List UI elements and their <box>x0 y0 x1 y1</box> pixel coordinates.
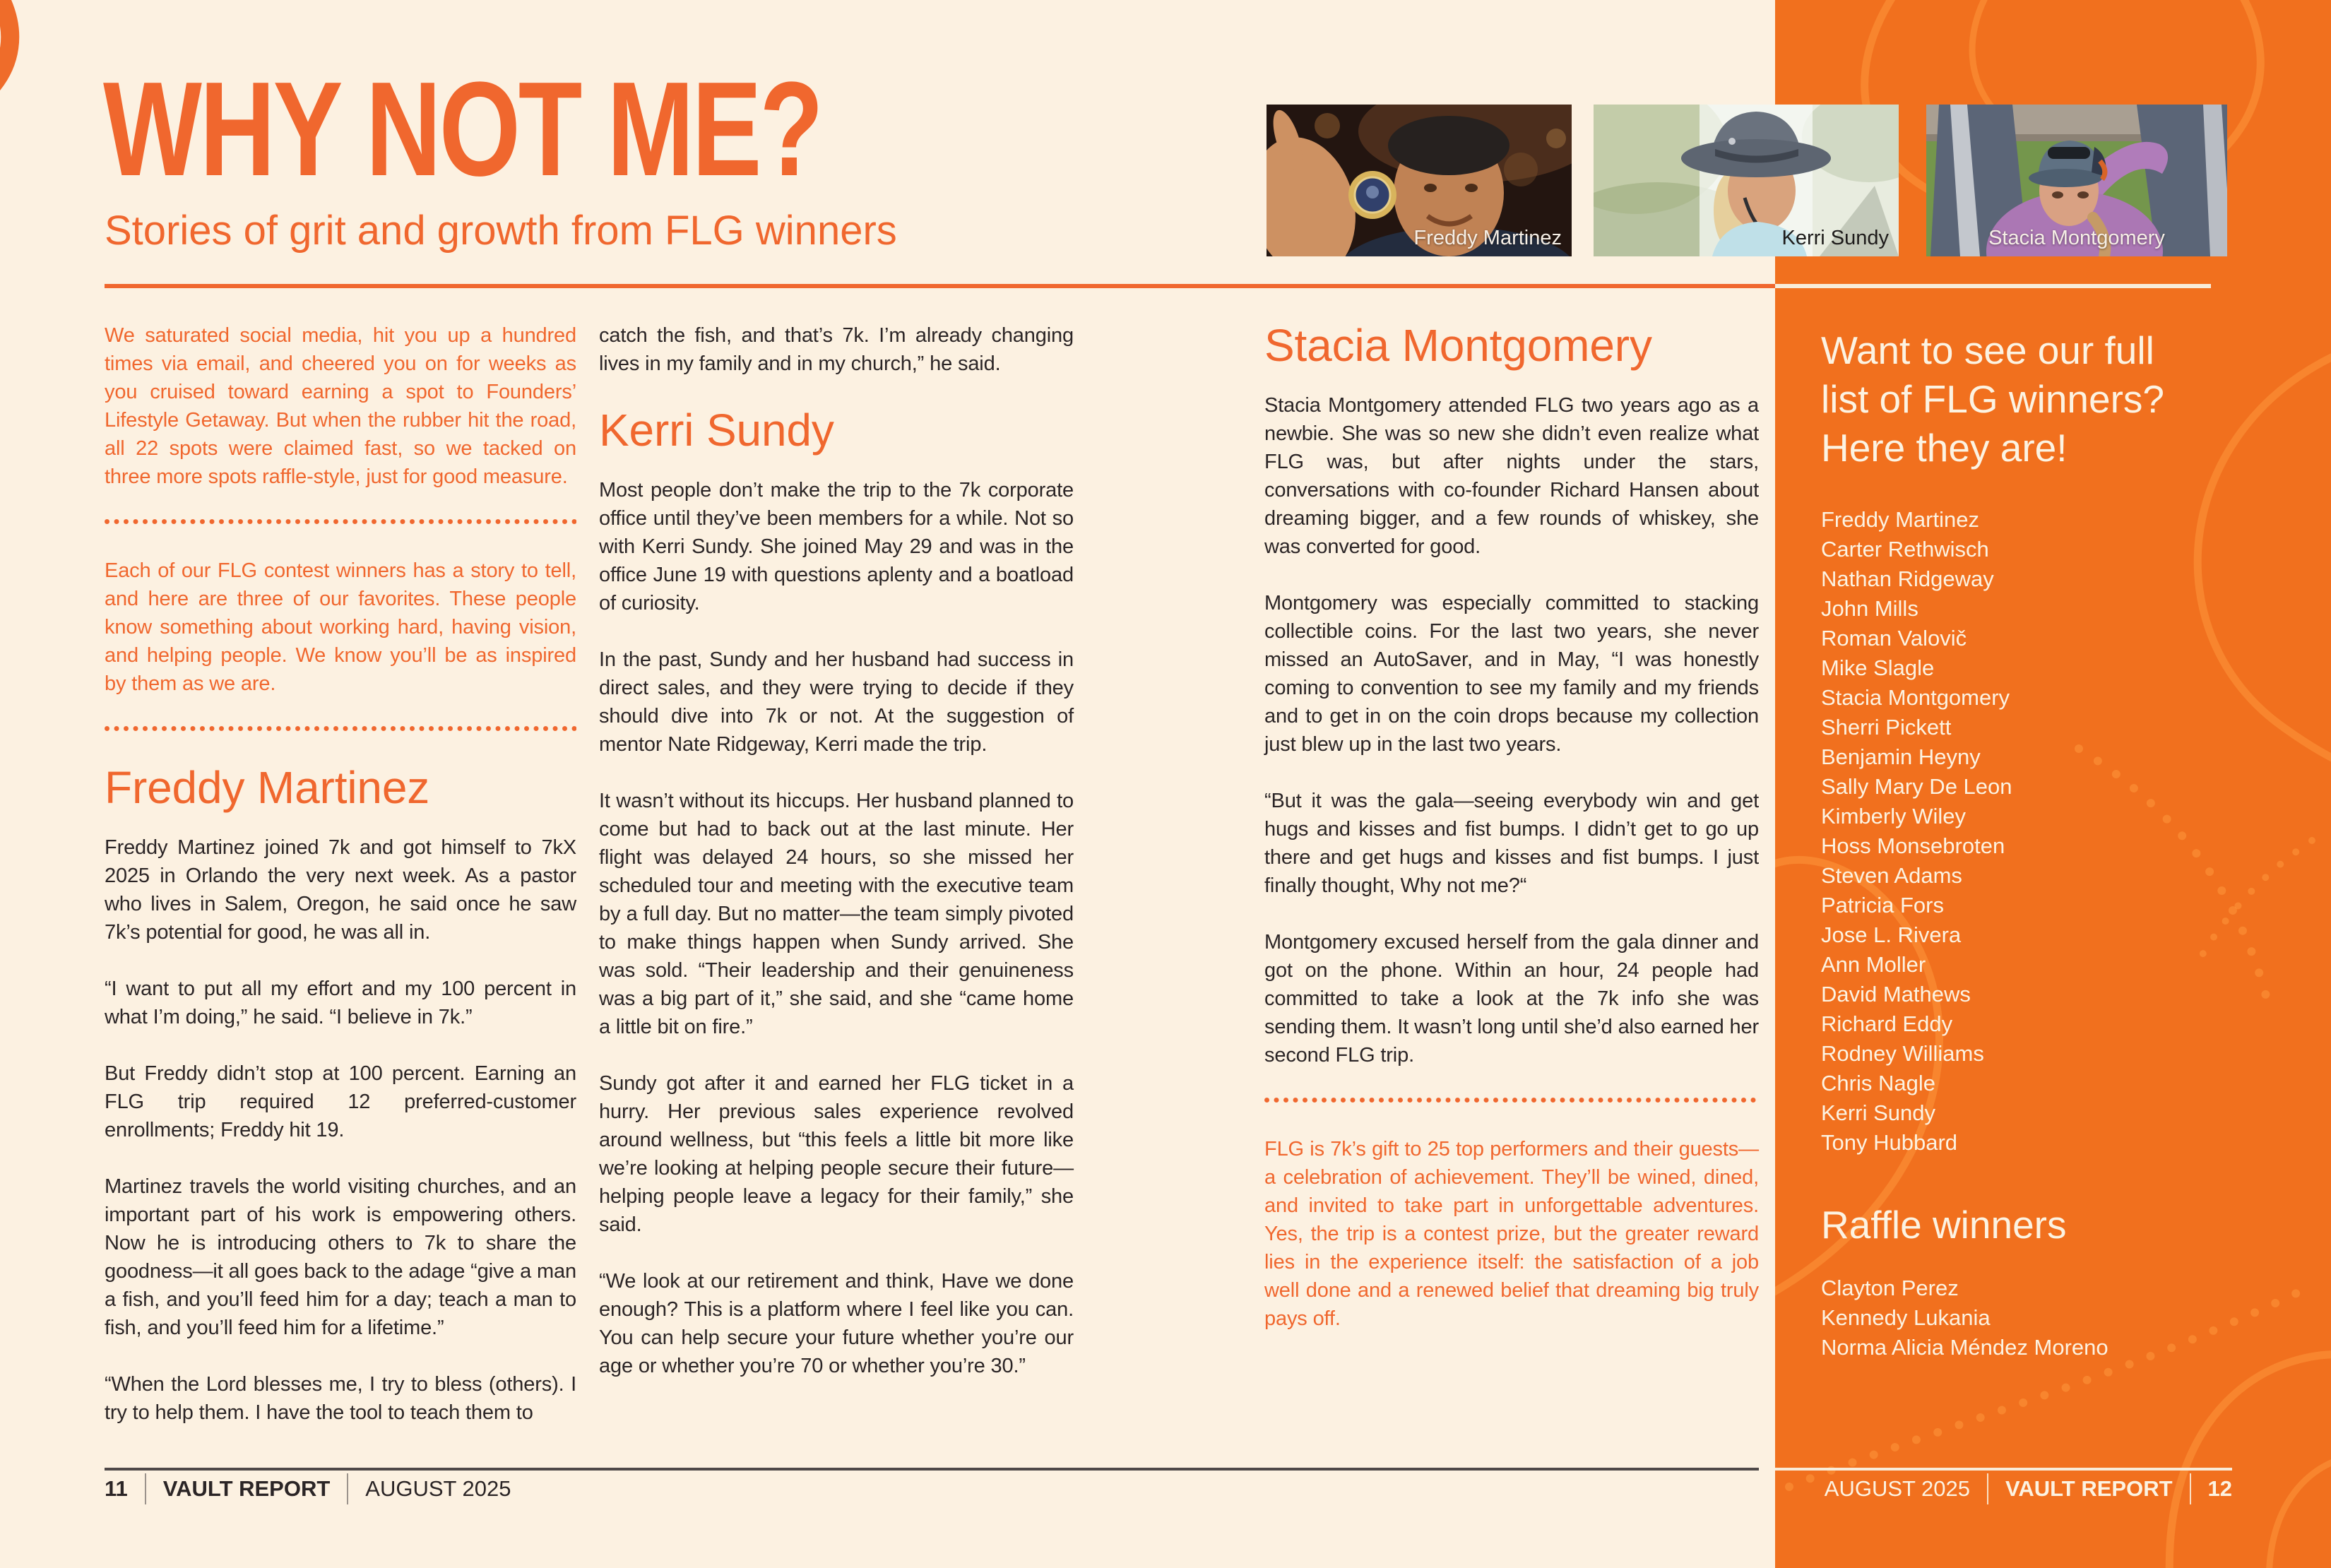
raffle-winners-list <box>1821 1273 2245 1362</box>
page-number-left: 11 <box>105 1476 128 1501</box>
winner-name: Steven Adams <box>1821 863 1962 888</box>
body-paragraph: Most people don’t make the trip to the 7k corporate office until they’ve been members for a while. Not so with Kerri Sundy. She joined May 29 and was in the office June 19 with questions aplenty and a boatload of curiosity. <box>599 479 1074 615</box>
body-paragraph: “I want to put all my effort and my 100 percent in what I’m doing,” he said. “I believe in 7k.” <box>105 978 576 1029</box>
winner-name: Sherri Pickett <box>1821 715 1952 740</box>
winner-name: Jose L. Rivera <box>1821 922 1962 947</box>
header-rule-sidebar <box>1775 284 2211 288</box>
winner-name: John Mills <box>1821 596 1918 621</box>
winner-name: Hoss Monsebroten <box>1821 833 2005 858</box>
body-paragraph: “When the Lord blesses me, I try to bless (others). I try to help them. I have the tool to teach them to <box>105 1373 576 1425</box>
dotted-divider <box>105 726 576 731</box>
body-paragraph: In the past, Sundy and her husband had success in direct sales, and they were trying to decide if they should dive into 7k or not. At the suggestion of mentor Nate Ridgeway, Kerri made the trip. <box>599 648 1074 756</box>
flg-winners-list <box>1821 505 2245 1158</box>
header-rule <box>105 284 1775 288</box>
footer-divider <box>145 1473 146 1504</box>
body-paragraph-continued: catch the fish, and that’s 7k. I’m already changing lives in my family and in my church,” he said. <box>599 324 1074 375</box>
body-paragraph: Freddy Martinez joined 7k and got himself to 7kX 2025 in Orlando the very next week. As a pastor who lives in Salem, Oregon, he said once he saw 7k’s potential for good, he was all in. <box>105 836 576 944</box>
page-number-right: 12 <box>2207 1476 2232 1501</box>
photo-caption: Stacia Montgomery <box>1988 227 2165 249</box>
issue-date: AUGUST 2025 <box>365 1476 511 1501</box>
section-heading-freddy: Freddy Martinez <box>105 762 430 813</box>
sidebar-content <box>1821 326 2245 1362</box>
winner-name: Roman Valovič <box>1821 626 1967 651</box>
winner-name: Kerri Sundy <box>1821 1100 1935 1125</box>
body-paragraph: “But it was the gala—seeing everybody win and get hugs and kisses and fist bumps. I didn’t get to go up there and get hugs and kisses and fist bumps. I just finally thought, Why not me?“ <box>1264 790 1759 898</box>
footer-divider <box>1987 1473 1988 1504</box>
footer-right <box>1825 1473 2232 1504</box>
body-paragraph: Martinez travels the world visiting churches, and an important part of his work is empowering others. Now he is introducing others to 7k to share the goodness—it all goes back to the adage “give a man a fish, and you’ll feed him for a day; teach a man to fish, and you’ll feed him for a lifetime.” <box>105 1175 576 1340</box>
winners-heading-line: Want to see our full <box>1821 328 2154 372</box>
body-paragraph: Montgomery excused herself from the gala dinner and got on the phone. Within an hour, 24 people had committed to take a look at the 7k info she was sending them. It wasn’t long until she’d also earned her second FLG trip. <box>1264 931 1759 1067</box>
column-intro-and-freddy <box>105 321 576 1455</box>
section-heading-stacia: Stacia Montgomery <box>1264 320 1652 371</box>
winner-name: Kimberly Wiley <box>1821 804 1966 828</box>
page-subtitle: Stories of grit and growth from FLG winners <box>105 208 897 254</box>
footer-left <box>105 1473 511 1504</box>
photo-caption: Kerri Sundy <box>1781 227 1889 249</box>
winners-list-heading <box>1821 326 2245 473</box>
publication-name: VAULT REPORT <box>2005 1476 2173 1501</box>
winner-name: Stacia Montgomery <box>1821 685 2010 710</box>
flg-callout-paragraph: FLG is 7k’s gift to 25 top performers and their guests—a celebration of achievement. They’ll be wined, dined, and invited to take part in unforgettable adventures. Yes, the trip is a contest prize, but the greater reward lies in the experience itself: the satisfaction of a job well done and a renewed belief that dreaming big truly pays off. <box>1264 1138 1759 1331</box>
footer-divider <box>347 1473 348 1504</box>
page-title: WHY NOT ME? <box>103 54 822 204</box>
winner-name: Richard Eddy <box>1821 1011 1953 1036</box>
winner-name: Rodney Williams <box>1821 1041 1984 1066</box>
photo-kerri-sundy <box>1594 105 1899 256</box>
raffle-winner-name: Norma Alicia Méndez Moreno <box>1821 1335 2108 1360</box>
footer-divider <box>2190 1473 2191 1504</box>
column-stacia <box>1264 321 1759 1361</box>
winner-name: David Mathews <box>1821 982 1971 1006</box>
photo-caption: Freddy Martinez <box>1413 227 1562 249</box>
intro-paragraph-1: We saturated social media, hit you up a hundred times via email, and cheered you on for weeks as you cruised toward earning a spot to Founders’ Lifestyle Getaway. But when the rubber hit the road, all 22 spots were claimed fast, so we tacked on three more spots raffle-style, just for good measure. <box>105 324 576 488</box>
body-paragraph: Stacia Montgomery attended FLG two years ago as a newbie. She was so new she didn’t even realize what FLG was, but after nights under the stars, conversations with co-founder Richard Hansen about dreaming bigger, and a few rounds of whiskey, she was converted for good. <box>1264 394 1759 559</box>
corner-flourish <box>0 0 64 113</box>
winner-name: Carter Rethwisch <box>1821 537 1989 562</box>
winner-name: Tony Hubbard <box>1821 1130 1958 1155</box>
winner-name: Freddy Martinez <box>1821 507 1979 532</box>
publication-name: VAULT REPORT <box>162 1476 331 1501</box>
body-paragraph: It wasn’t without its hiccups. Her husband planned to come but had to back out at the last minute. Her flight was delayed 24 hours, so she missed her scheduled tour and meeting with the executive team by a full day. But no matter—the team simply pivoted to make things happen when Sundy arrived. She was sold. “Their leadership and their genuineness was a big part of it,” she said, and she “came home a little bit on fire.” <box>599 790 1074 1039</box>
dotted-divider <box>105 519 576 524</box>
winner-name: Patricia Fors <box>1821 893 1944 917</box>
footer-rule-left <box>105 1468 1759 1471</box>
photo-stacia-montgomery <box>1926 105 2227 256</box>
winners-heading-line: list of FLG winners? <box>1821 377 2165 421</box>
winner-name: Chris Nagle <box>1821 1071 1935 1095</box>
section-heading-kerri: Kerri Sundy <box>599 405 834 456</box>
winners-heading-line: Here they are! <box>1821 426 2068 470</box>
footer-rule-right <box>1775 1468 2232 1471</box>
body-paragraph: But Freddy didn’t stop at 100 percent. Earning an FLG trip required 12 preferred-customer enrollments; Freddy hit 19. <box>105 1062 576 1142</box>
winner-name: Benjamin Heyny <box>1821 744 1981 769</box>
dotted-divider <box>1264 1098 1759 1103</box>
issue-date: AUGUST 2025 <box>1824 1476 1970 1501</box>
winner-name: Ann Moller <box>1821 952 1926 977</box>
body-paragraph: “We look at our retirement and think, Have we done enough? This is a platform where I feel like you can. You can help secure your future whether you’re our age or whether you’re 70 or whether you’re 30.” <box>599 1270 1074 1378</box>
winner-name: Mike Slagle <box>1821 655 1935 680</box>
body-paragraph: Sundy got after it and earned her FLG ticket in a hurry. Her previous sales experience revolved around wellness, but “this feels a little bit more like we’re looking at helping people secure their future—helping people leave a legacy for their family,” she said. <box>599 1072 1074 1237</box>
winner-name: Sally Mary De Leon <box>1821 774 2012 799</box>
winner-name: Nathan Ridgeway <box>1821 566 1994 591</box>
raffle-winner-name: Clayton Perez <box>1821 1276 1959 1300</box>
raffle-winners-heading: Raffle winners <box>1821 1203 2067 1247</box>
intro-paragraph-2: Each of our FLG contest winners has a story to tell, and here are three of our favorites. These people know something about working hard, having vision, and helping people. We know you’ll be as inspired by them as we are. <box>105 559 576 695</box>
photo-freddy-martinez <box>1267 105 1572 256</box>
body-paragraph: Montgomery was especially committed to stacking collectible coins. For the last two years, she never missed an AutoSaver, and in May, “I was honestly coming to convention to see my family and my friends and to get in on the coin drops because my collection just blew up in the last two years. <box>1264 592 1759 756</box>
column-kerri <box>599 321 1074 1408</box>
raffle-winner-name: Kennedy Lukania <box>1821 1305 1991 1330</box>
